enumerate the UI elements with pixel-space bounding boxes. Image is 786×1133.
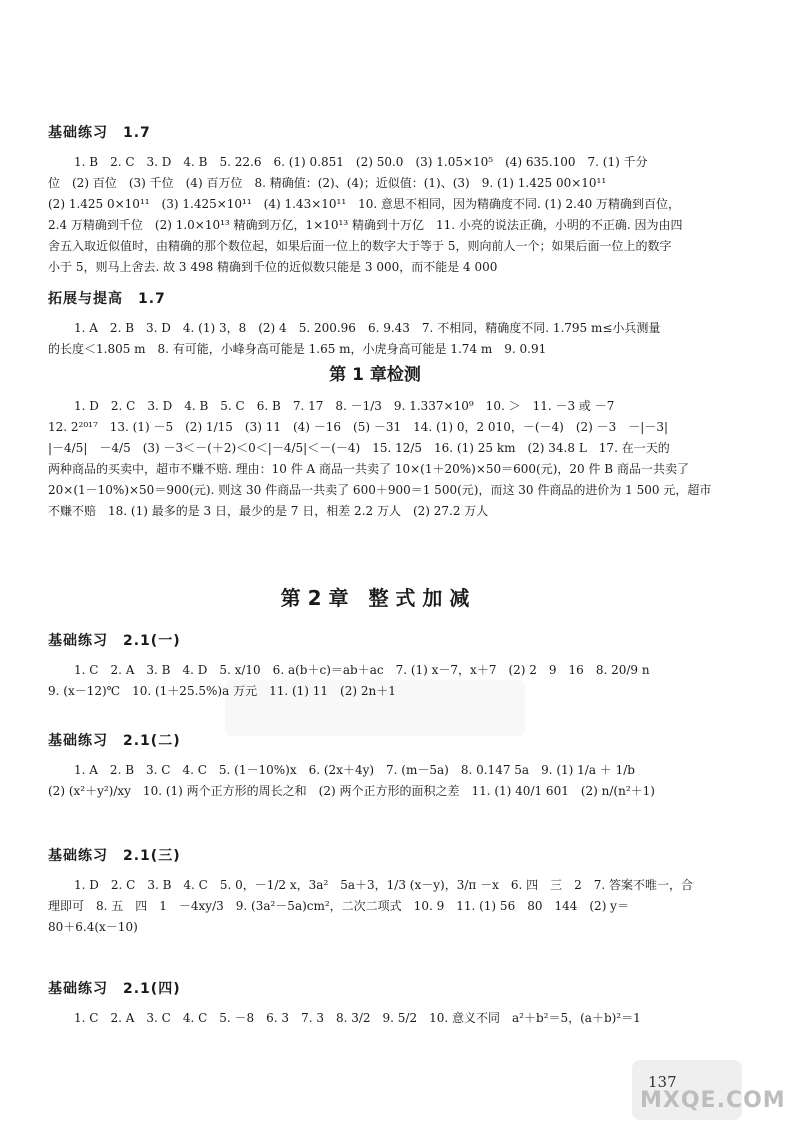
answer-line: 80＋6.4(x－10) [48, 920, 138, 934]
chapter-2-title: 第 2 章 整 式 加 减 [280, 586, 470, 610]
answer-line: 1. C 2. A 3. C 4. C 5. －8 6. 3 7. 3 8. 3/2 9. 5/2 10. 意义不同 a²＋b²＝5，(a＋b)²＝1 [74, 1011, 641, 1025]
watermark-text: MXQE.COM [640, 1088, 786, 1113]
answer-lines [48, 396, 712, 522]
answer-line: 1. B 2. C 3. D 4. B 5. 22.6 6. (1) 0.851 (2) 50.0 (3) 1.05×10⁵ (4) 635.100 7. (1) 千分 [74, 155, 648, 169]
page-number: 137 [648, 1073, 677, 1091]
answer-line: 1. D 2. C 3. B 4. C 5. 0，－1/2 x，3a² 5a＋3，1/3 (x－y)，3/π －x 6. 四 三 2 7. 答案不唯一，合 [74, 878, 694, 892]
answer-lines [48, 760, 708, 802]
answer-lines [48, 318, 708, 360]
answer-lines [48, 1008, 708, 1029]
answer-line: 2.4 万精确到千位 (2) 1.0×10¹³ 精确到万亿，1×10¹³ 精确到十万亿 11. 小亮的说法正确，小明的不正确. 因为由四 [48, 218, 683, 232]
answer-line: 20×(1－10%)×50＝900(元). 则这 30 件商品一共卖了 600＋900＝1 500(元)，而这 30 件商品的进价为 1 500 元，超市 [48, 483, 712, 497]
chapter-1-test-title: 第 1 章检测 [329, 365, 421, 385]
section-basic-1-7 [48, 122, 708, 278]
answer-line: 两种商品的买卖中，超市不赚不赔. 理由：10 件 A 商品一共卖了 10×(1＋20%)×50＝600(元)，20 件 B 商品一共卖了 [48, 462, 689, 476]
answer-line: 1. C 2. A 3. B 4. D 5. x/10 6. a(b＋c)＝ab＋ac 7. (1) x－7，x＋7 (2) 2 9 16 8. 20/9 n [74, 663, 650, 677]
answer-line: |－4/5| －4/5 (3) －3＜－(＋2)＜0＜|－4/5|＜－(－4) 15. 12/5 16. (1) 25 km (2) 34.8 L 17. 在一天的 [48, 441, 670, 455]
answer-line: 9. (x－12)℃ 10. (1＋25.5%)a 万元 11. (1) 11 (2) 2n＋1 [48, 684, 396, 698]
section-title: 拓展与提高 1.7 [48, 291, 166, 307]
section-title: 基础练习 2.1(一) [48, 633, 181, 649]
answer-lines [48, 875, 708, 938]
answer-line: 1. A 2. B 3. C 4. C 5. (1－10%)x 6. (2x＋4y) 7. (m－5a) 8. 0.147 5a 9. (1) 1/a ＋ 1/b [74, 763, 635, 777]
section-basic-2-1-4 [48, 978, 708, 1029]
answer-line: 1. D 2. C 3. D 4. B 5. C 6. B 7. 17 8. －1/3 9. 1.337×10⁹ 10. ＞ 11. －3 或 －7 [74, 399, 615, 413]
section-title: 基础练习 2.1(四) [48, 981, 181, 997]
answer-line: 12. 2²⁰¹⁷ 13. (1) －5 (2) 1/15 (3) 11 (4) －16 (5) －31 14. (1) 0，2 010，－(－4) (2) －3 －|－3| [48, 420, 668, 434]
answer-line: 位 (2) 百位 (3) 千位 (4) 百万位 8. 精确值：(2)、(4)；近似值：(1)、(3) 9. (1) 1.425 00×10¹¹ [48, 176, 607, 190]
section-extension-1-7 [48, 288, 708, 360]
answer-line: 的长度＜1.805 m 8. 有可能，小峰身高可能是 1.65 m，小虎身高可能是 1.74 m 9. 0.91 [48, 342, 547, 356]
answer-line: 舍五入取近似值时，由精确的那个数位起，如果后面一位上的数字大于等于 5，则向前人一个；如果后面一位上的数字 [48, 239, 672, 253]
section-title: 基础练习 2.1(二) [48, 733, 181, 749]
section-basic-2-1-1 [48, 630, 708, 702]
answer-line: 小于 5，则马上舍去. 故 3 498 精确到千位的近似数只能是 3 000，而不能是 4 000 [48, 260, 498, 274]
answer-lines [48, 660, 708, 702]
section-basic-2-1-3 [48, 845, 708, 938]
answer-line: (2) (x²＋y²)/xy 10. (1) 两个正方形的周长之和 (2) 两个正方形的面积之差 11. (1) 40/1 601 (2) n/(n²＋1) [48, 784, 655, 798]
answer-line: 1. A 2. B 3. D 4. (1) 3，8 (2) 4 5. 200.96 6. 9.43 7. 不相同，精确度不同. 1.795 m≤小兵测量 [74, 321, 661, 335]
answer-lines [48, 152, 708, 278]
answer-line: 不赚不赔 18. (1) 最多的是 3 日，最少的是 7 日，相差 2.2 万人 (2) 27.2 万人 [48, 504, 489, 518]
answer-line: 理即可 8. 五 四 1 －4xy/3 9. (3a²－5a)cm²，二次二项式 10. 9 11. (1) 56 80 144 (2) y＝ [48, 899, 629, 913]
answer-line: (2) 1.425 0×10¹¹ (3) 1.425×10¹¹ (4) 1.43×10¹¹ 10. 意思不相同，因为精确度不同. (1) 2.40 万精确到百位， [48, 197, 681, 211]
section-basic-2-1-2 [48, 730, 708, 802]
section-chapter-1-test [48, 396, 712, 522]
section-title: 基础练习 2.1(三) [48, 848, 181, 864]
section-title: 基础练习 1.7 [48, 125, 151, 141]
